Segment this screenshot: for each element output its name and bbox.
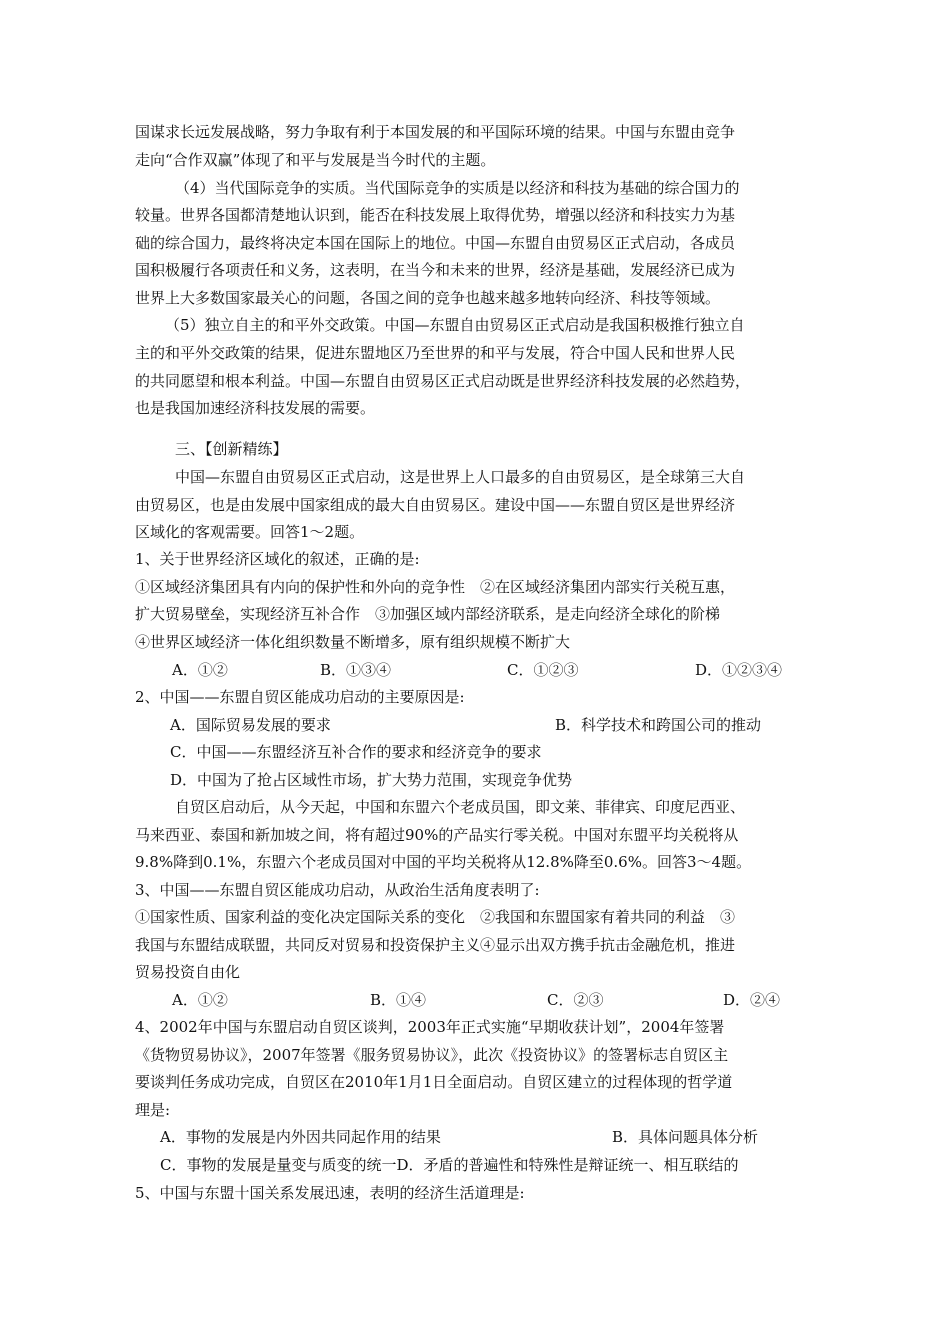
text-line: 世界上大多数国家最关心的问题，各国之间的竞争也越来越多地转向经济、科技等领域。 bbox=[135, 289, 721, 307]
text-line: 的共同愿望和根本利益。中国—东盟自由贸易区正式启动既是世界经济科技发展的必然趋势， bbox=[135, 372, 751, 390]
text-line: ①国家性质、国家利益的变化决定国际关系的变化 ②我国和东盟国家有着共同的利益 ③ bbox=[135, 908, 736, 926]
question-3: 3、中国——东盟自贸区能成功启动，从政治生活角度表明了: bbox=[135, 881, 540, 899]
text-line: 础的综合国力，最终将决定本国在国际上的地位。中国—东盟自由贸易区正式启动，各成员 bbox=[135, 234, 736, 252]
text-line: （4）当代国际竞争的实质。当代国际竞争的实质是以经济和科技为基础的综合国力的 bbox=[175, 179, 740, 197]
text-line: 由贸易区，也是由发展中国家组成的最大自由贸易区。建设中国——东盟自贸区是世界经济 bbox=[135, 496, 736, 514]
text-line: 中国—东盟自由贸易区正式启动，这是世界上人口最多的自由贸易区，是全球第三大自 bbox=[175, 468, 746, 486]
text-line: 我国与东盟结成联盟，共同反对贸易和投资保护主义④显示出双方携手抗击金融危机，推进 bbox=[135, 936, 736, 954]
question-4: 4、2002年中国与东盟启动自贸区谈判，2003年正式实施“早期收获计划”，2004年签署 bbox=[135, 1018, 725, 1036]
q3-option-b: B．①④ bbox=[370, 991, 427, 1009]
text-line: 主的和平外交政策的结果，促进东盟地区乃至世界的和平与发展，符合中国人民和世界人民 bbox=[135, 344, 736, 362]
q3-option-d: D．②④ bbox=[723, 991, 781, 1009]
q3-option-c: C．②③ bbox=[547, 991, 604, 1009]
q2-option-c: C．中国——东盟经济互补合作的要求和经济竞争的要求 bbox=[170, 743, 542, 761]
text-line: 较量。世界各国都清楚地认识到，能否在科技发展上取得优势，增强以经济和科技实力为基 bbox=[135, 206, 736, 224]
q2-option-a: A．国际贸易发展的要求 bbox=[170, 716, 331, 734]
q4-option-cd: C．事物的发展是量变与质变的统一D．矛盾的普遍性和特殊性是辩证统一、相互联结的 bbox=[160, 1156, 739, 1174]
text-line: 国积极履行各项责任和义务，这表明，在当今和未来的世界，经济是基础，发展经济已成为 bbox=[135, 261, 736, 279]
text-line: 区域化的客观需要。回答1～2题。 bbox=[135, 523, 365, 541]
question-2: 2、中国——东盟自贸区能成功启动的主要原因是: bbox=[135, 688, 465, 706]
q4-option-b: B．具体问题具体分析 bbox=[612, 1128, 759, 1146]
text-line: 马来西亚、泰国和新加坡之间，将有超过90%的产品实行零关税。中国对东盟平均关税将从 bbox=[135, 826, 739, 844]
section-heading: 三、【创新精练】 bbox=[175, 440, 288, 458]
text-line: ④世界区域经济一体化组织数量不断增多，原有组织规模不断扩大 bbox=[135, 633, 571, 651]
text-line: 也是我国加速经济科技发展的需要。 bbox=[135, 399, 376, 417]
q3-option-a: A．①② bbox=[172, 991, 228, 1009]
text-line: 贸易投资自由化 bbox=[135, 963, 241, 981]
text-line: 走向“合作双赢”体现了和平与发展是当今时代的主题。 bbox=[135, 151, 496, 169]
text-line: 扩大贸易壁垒，实现经济互补合作 ③加强区域内部经济联系，是走向经济全球化的阶梯 bbox=[135, 605, 721, 623]
text-line: 理是: bbox=[135, 1101, 171, 1119]
question-5: 5、中国与东盟十国关系发展迅速，表明的经济生活道理是: bbox=[135, 1184, 525, 1202]
question-1: 1、关于世界经济区域化的叙述，正确的是: bbox=[135, 550, 420, 568]
q1-option-c: C．①②③ bbox=[507, 661, 579, 679]
q4-option-a: A．事物的发展是内外因共同起作用的结果 bbox=[160, 1128, 441, 1146]
text-line: 9.8%降到0.1%，东盟六个老成员国对中国的平均关税将从12.8%降至0.6%。回答3～4题。 bbox=[135, 853, 752, 871]
text-line: ①区域经济集团具有内向的保护性和外向的竞争性 ②在区域经济集团内部实行关税互惠， bbox=[135, 578, 736, 596]
q1-option-a: A．①② bbox=[172, 661, 228, 679]
text-line: 国谋求长远发展战略，努力争取有利于本国发展的和平国际环境的结果。中国与东盟由竞争 bbox=[135, 123, 736, 141]
q1-option-b: B．①③④ bbox=[320, 661, 392, 679]
text-line: 要谈判任务成功完成，自贸区在2010年1月1日全面启动。自贸区建立的过程体现的哲学道 bbox=[135, 1073, 733, 1091]
q1-option-d: D．①②③④ bbox=[695, 661, 783, 679]
text-line: （5）独立自主的和平外交政策。中国—东盟自由贸易区正式启动是我国积极推行独立自 bbox=[165, 316, 745, 334]
q2-option-d: D．中国为了抢占区域性市场，扩大势力范围，实现竞争优势 bbox=[170, 771, 573, 789]
q2-option-b: B．科学技术和跨国公司的推动 bbox=[555, 716, 762, 734]
text-line: 自贸区启动后，从今天起，中国和东盟六个老成员国，即文莱、菲律宾、印度尼西亚、 bbox=[175, 798, 746, 816]
text-line: 《货物贸易协议》，2007年签署《服务贸易协议》，此次《投资协议》的签署标志自贸区主 bbox=[135, 1046, 729, 1064]
